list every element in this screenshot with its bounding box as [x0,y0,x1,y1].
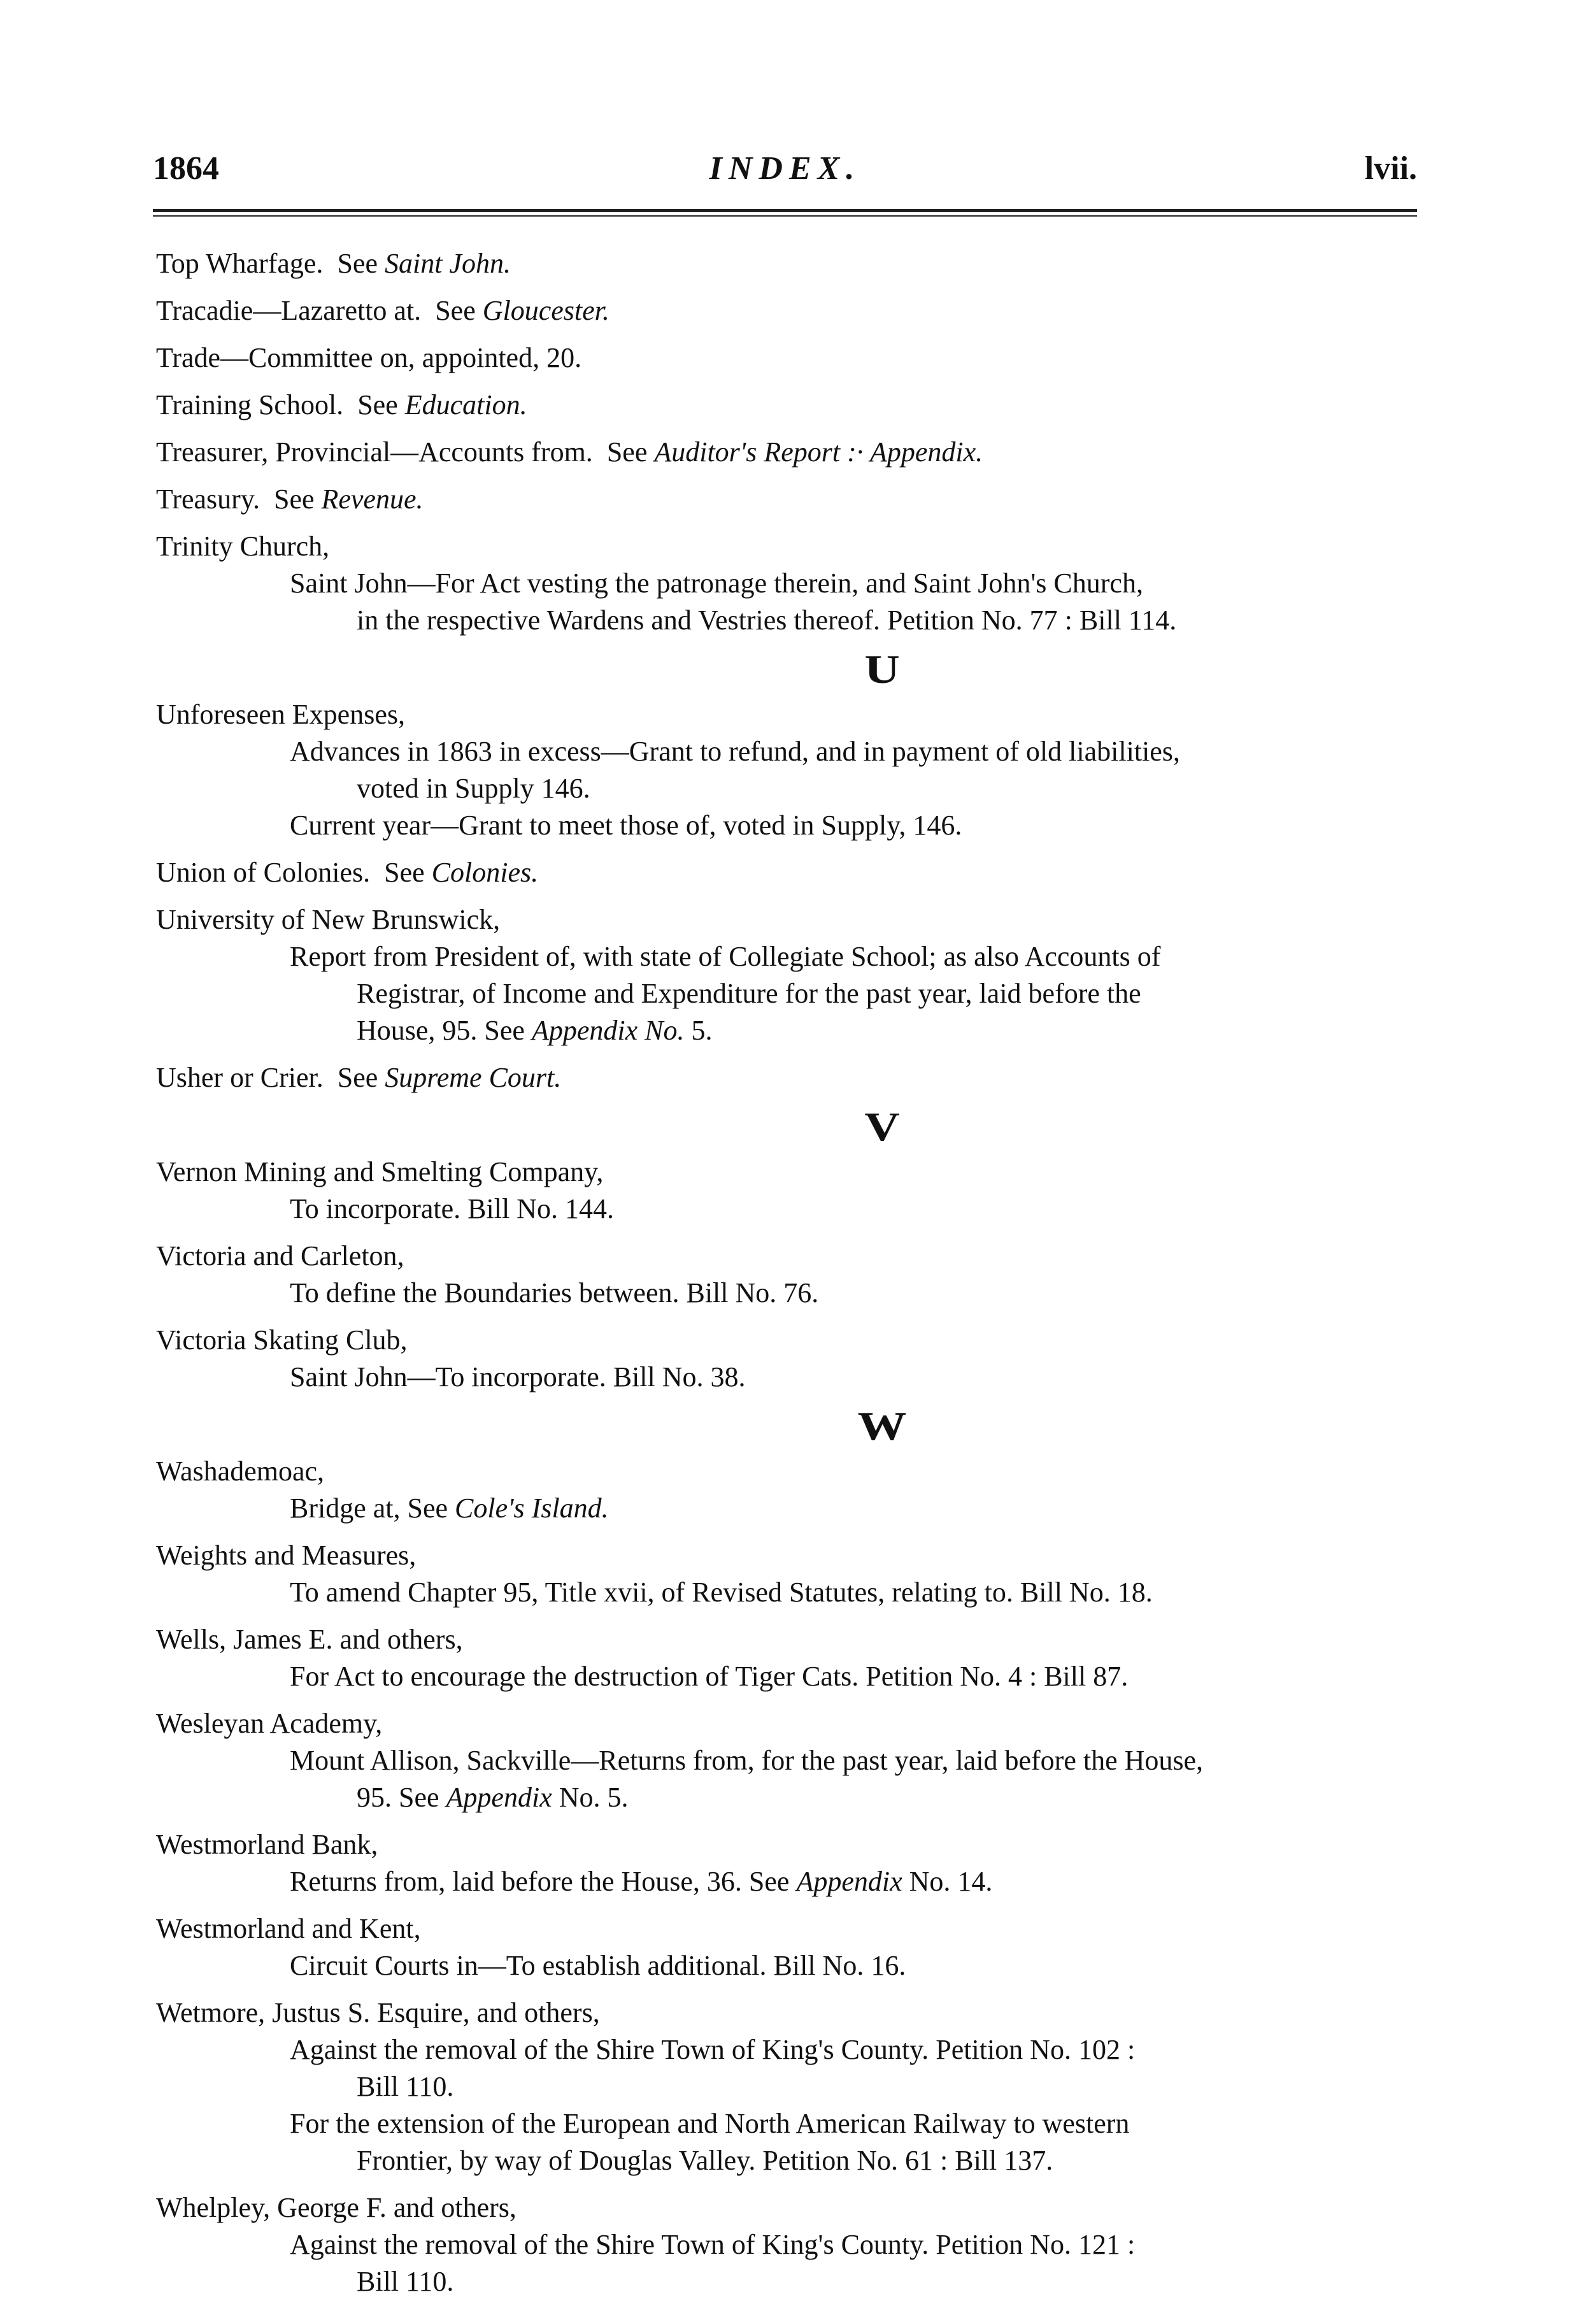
entry-heading: Treasury. [156,483,260,515]
see-label: See [273,483,315,515]
index-entry-training-school [156,387,1404,424]
sub-entry: To incorporate. Bill No. 144. [290,1193,614,1224]
sub-entry-text: Bridge at, See [290,1493,448,1524]
sub-entry [156,2105,1404,2179]
sub-entry-text: 5. [691,1015,713,1046]
entry-heading: Weights and Measures, [156,1540,417,1571]
see-label: See [357,389,398,420]
index-entry-treasurer [156,434,1404,471]
sub-entry-text: Mount Allison, Sackville—Returns from, for the past year, laid before the House, [290,1745,1204,1776]
sub-entry-text: Saint John—For Act vesting the patronage therein, and Saint John's Church, [290,568,1143,599]
sub-entry-continuation: Registrar, of Income and Expenditure for the past year, laid before the [357,978,1141,1009]
cross-reference: Colonies. [431,857,539,888]
entry-heading: Wetmore, Justus S. Esquire, and others, [156,1997,600,2028]
cross-reference: Auditor's Report :· Appendix. [654,436,983,468]
index-entry-usher [156,1059,1404,1096]
cross-reference: Education. [404,389,527,420]
index-entry-top-wharfage [156,245,1404,282]
sub-entry: To amend Chapter 95, Title xvii, of Revised Statutes, relating to. Bill No. 18. [290,1577,1153,1608]
sub-entry [156,2226,1404,2300]
running-head [153,150,1417,201]
entry-heading: Usher or Crier. [156,1062,324,1093]
entry-heading: Trinity Church, [156,531,330,562]
see-label: See [337,1062,378,1093]
index-entry-weights-measures [156,1537,1404,1611]
index-entry-union-of-colonies [156,854,1404,891]
sub-entry-continuation: Frontier, by way of Douglas Valley. Petition No. 61 : Bill 137. [357,2145,1053,2176]
index-entry-trinity-church [156,528,1404,639]
see-label: See [435,295,476,326]
index-entry-victoria-skating [156,1322,1404,1396]
entry-heading: Training School. [156,389,344,420]
section-letter-v: V [864,1104,900,1149]
entry-heading: Tracadie—Lazaretto at. [156,295,422,326]
sub-entry [156,1490,1404,1527]
sub-entry: Circuit Courts in—To establish additional. Bill No. 16. [290,1950,906,1981]
entry-heading: Treasurer, Provincial—Accounts from. [156,436,593,468]
sub-entry [156,938,1404,1049]
sub-entry [156,1863,1404,1900]
sub-entry: Current year—Grant to meet those of, voted in Supply, 146. [290,810,962,841]
index-entries [156,245,1404,2310]
sub-entry: Saint John—To incorporate. Bill No. 38. [290,1361,746,1393]
page-year: 1864 [153,150,219,187]
cross-reference: Gloucester. [482,295,609,326]
entry-heading: Union of Colonies. [156,857,371,888]
cross-reference: Revenue. [321,483,424,515]
cross-reference: Appendix No. [531,1015,685,1046]
entry-heading: Victoria Skating Club, [156,1324,408,1356]
sub-entry-text: Advances in 1863 in excess—Grant to refund, and in payment of old liabilities, [290,736,1180,767]
index-entry-wells [156,1621,1404,1695]
sub-entry-text: Report from President of, with state of Collegiate School; as also Accounts of [290,941,1161,972]
entry-heading: Wesleyan Academy, [156,1708,383,1739]
entry-heading: Trade—Committee on, appointed, 20. [156,342,582,373]
index-entry-vernon-mining [156,1154,1404,1228]
sub-entry-text: No. 14. [909,1866,993,1897]
sub-entry-continuation: Bill 110. [357,2266,454,2297]
cross-reference: Supreme Court. [385,1062,562,1093]
index-entry-washademoac [156,1453,1404,1527]
index-entry-whelpley [156,2189,1404,2300]
entry-heading: University of New Brunswick, [156,904,501,935]
sub-entry [156,1742,1404,1816]
sub-entry: For Act to encourage the destruction of Tiger Cats. Petition No. 4 : Bill 87. [290,1661,1129,1692]
entry-heading: Victoria and Carleton, [156,1240,404,1271]
section-letter-w: W [857,1403,907,1449]
index-entry-wesleyan-academy [156,1705,1404,1816]
index-entry-westmorland-bank [156,1826,1404,1900]
index-entry-unforeseen-expenses [156,696,1404,844]
cross-reference: Saint John. [384,248,511,279]
see-label: See [337,248,378,279]
entry-heading: Vernon Mining and Smelting Company, [156,1156,604,1187]
section-letter-u: U [864,647,900,692]
entry-heading: Westmorland Bank, [156,1829,378,1860]
entry-heading: Westmorland and Kent, [156,1913,421,1944]
cross-reference: Appendix [446,1782,552,1813]
sub-entry-text: For the extension of the European and North American Railway to western [290,2108,1130,2139]
see-label: See [606,436,648,468]
entry-heading: Wells, James E. and others, [156,1624,463,1655]
sub-entry-continuation: voted in Supply 146. [357,773,590,804]
sub-entry-text: 95. See [357,1782,439,1813]
index-entry-university [156,901,1404,1049]
sub-entry-text: Returns from, laid before the House, 36. See [290,1866,790,1897]
entry-heading: Top Wharfage. [156,248,324,279]
index-entry-trade [156,340,1404,376]
cross-reference: Cole's Island. [455,1493,609,1524]
entry-heading: Washademoac, [156,1456,324,1487]
sub-entry: To define the Boundaries between. Bill No. 76. [290,1277,819,1308]
sub-entry [156,565,1404,639]
index-entry-treasury [156,481,1404,518]
sub-entry-continuation [290,1012,1404,1049]
sub-entry-text: House, 95. See [357,1015,525,1046]
index-entry-victoria-carleton [156,1238,1404,1312]
cross-reference: Appendix [796,1866,902,1897]
index-entry-westmorland-kent [156,1910,1404,1984]
entry-heading: Whelpley, George F. and others, [156,2192,517,2223]
sub-entry [156,2031,1404,2105]
page-number: lvii. [1364,150,1417,187]
page-title: INDEX. [709,150,861,187]
sub-entry-continuation: Bill 110. [357,2071,454,2102]
sub-entry-continuation: in the respective Wardens and Vestries thereof. Petition No. 77 : Bill 114. [357,605,1177,636]
header-rule-thick [153,209,1417,212]
sub-entry-continuation [290,1779,1404,1816]
entry-heading: Unforeseen Expenses, [156,699,405,730]
sub-entry-text: No. 5. [559,1782,629,1813]
see-label: See [384,857,425,888]
sub-entry-text: Against the removal of the Shire Town of King's County. Petition No. 102 : [290,2034,1136,2065]
index-entry-tracadie [156,292,1404,329]
index-entry-wetmore [156,1994,1404,2179]
sub-entry [156,733,1404,807]
header-rule-thin [153,215,1417,217]
sub-entry-text: Against the removal of the Shire Town of King's County. Petition No. 121 : [290,2229,1136,2260]
